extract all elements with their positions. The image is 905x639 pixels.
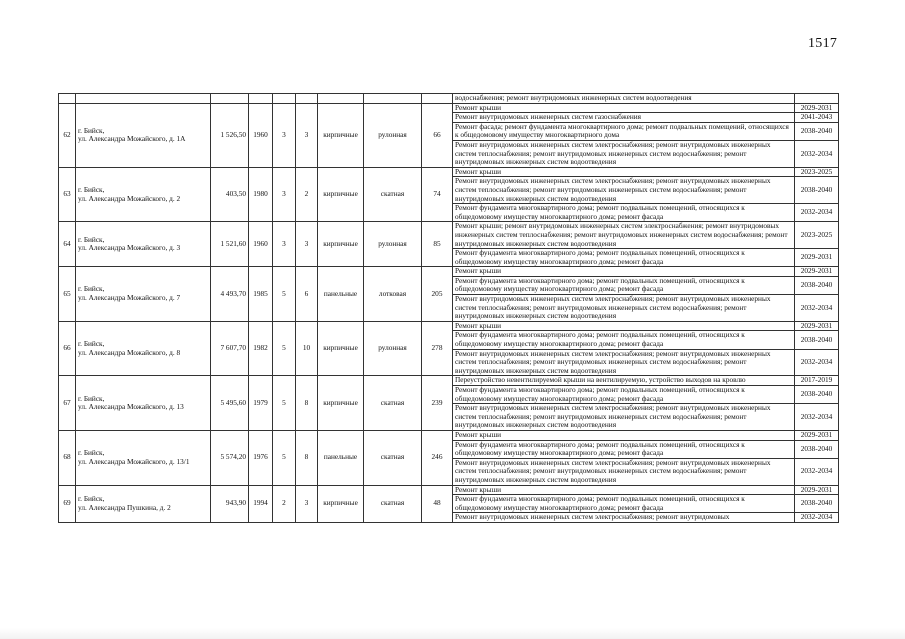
year-cell: 1982: [249, 321, 273, 376]
work-type-cell: Ремонт крыши: [453, 485, 795, 495]
work-period-cell: 2029-2031: [795, 485, 839, 495]
work-type-cell: Ремонт фундамента многоквартирного дома; ремонт подвальных помещений, относящихся к общедомовому имуществу многоквартирного дома; ремонт фасада: [453, 386, 795, 404]
work-period-cell: 2029-2031: [795, 103, 839, 113]
wall-material-cell: панельные: [318, 267, 364, 322]
count-cell: 74: [422, 167, 453, 222]
scan-edge: [0, 628, 905, 639]
wall-material-cell: кирпичные: [318, 485, 364, 522]
roof-type-cell: лотковая: [364, 267, 422, 322]
address-cell: [76, 222, 211, 267]
address-city: г. Бийск,: [78, 448, 105, 458]
address-city: г. Бийск,: [78, 339, 105, 349]
row-number-cell: 62: [59, 103, 76, 167]
address-street: ул. Александра Можайского, д. 2: [78, 193, 181, 203]
address-city: г. Бийск,: [78, 184, 105, 194]
wall-material-cell: кирпичные: [318, 321, 364, 376]
year-cell: 1979: [249, 376, 273, 431]
work-period-cell: 2029-2031: [795, 249, 839, 267]
address-cell: [76, 485, 211, 522]
work-period-cell: 2032-2034: [795, 458, 839, 485]
address-cell: [76, 267, 211, 322]
address-street: ул. Александра Можайского, д. 8: [78, 347, 181, 357]
row-number-cell: 68: [59, 430, 76, 485]
address-cell: [76, 167, 211, 222]
address-cell: [76, 430, 211, 485]
roof-type-cell: рулонная: [364, 103, 422, 167]
year-cell: 1976: [249, 430, 273, 485]
page-number: 1517: [808, 36, 838, 51]
year-cell: 1960: [249, 222, 273, 267]
count-cell: 48: [422, 485, 453, 522]
address-street: ул. Александра Пушкина, д. 2: [78, 502, 171, 512]
work-period-cell: 2038-2040: [795, 386, 839, 404]
work-period-cell: 2032-2034: [795, 513, 839, 523]
year-cell: 1980: [249, 167, 273, 222]
work-type-cell: Ремонт крыши: [453, 167, 795, 177]
entrances-cell: 3: [296, 103, 318, 167]
work-period-cell: 2032-2034: [795, 140, 839, 167]
work-period-cell: 2032-2034: [795, 404, 839, 431]
work-type-cell: Ремонт внутридомовых инженерных систем электроснабжения; ремонт внутридомовых инженерных систем теплоснабжения; ремонт внутридомовых инженерных систем водоснабжения; ремонт внутридомовых инженерных систем водоотведения: [453, 140, 795, 167]
roof-type-cell: скатная: [364, 485, 422, 522]
wall-material-cell: кирпичные: [318, 103, 364, 167]
wall-material-cell: кирпичные: [318, 167, 364, 222]
row-number-cell: 67: [59, 376, 76, 431]
entrances-cell: 8: [296, 430, 318, 485]
count-cell: 239: [422, 376, 453, 431]
entrances-cell: 10: [296, 321, 318, 376]
roof-type-cell: скатная: [364, 430, 422, 485]
year-cell: 1994: [249, 485, 273, 522]
floors-cell: 3: [273, 103, 296, 167]
table-row: [59, 430, 839, 440]
work-type-cell: Ремонт внутридомовых инженерных систем электроснабжения; ремонт внутридомовых: [453, 513, 795, 523]
count-cell: 85: [422, 222, 453, 267]
row-number-cell: 69: [59, 485, 76, 522]
work-type-cell: Ремонт внутридомовых инженерных систем электроснабжения; ремонт внутридомовых инженерных систем теплоснабжения; ремонт внутридомовых инженерных систем водоснабжения; ремонт внутридомовых инженерных систем водоотведения: [453, 177, 795, 204]
work-type-cell: Ремонт внутридомовых инженерных систем электроснабжения; ремонт внутридомовых инженерных систем теплоснабжения; ремонт внутридомовых инженерных систем водоснабжения; ремонт внутридомовых инженерных систем водоотведения: [453, 295, 795, 322]
floors-cell: 5: [273, 267, 296, 322]
wall-material-cell: панельные: [318, 430, 364, 485]
roof-type-cell: скатная: [364, 167, 422, 222]
work-type-cell: Ремонт крыши: [453, 103, 795, 113]
floors-cell: 2: [273, 485, 296, 522]
table-row: [59, 485, 839, 495]
entrances-cell: 3: [296, 222, 318, 267]
area-cell: 5 495,60: [211, 376, 249, 431]
work-period-cell: 2032-2034: [795, 295, 839, 322]
work-type-cell: Ремонт внутридомовых инженерных систем электроснабжения; ремонт внутридомовых инженерных систем теплоснабжения; ремонт внутридомовых инженерных систем водоснабжения; ремонт внутридомовых инженерных систем водоотведения: [453, 458, 795, 485]
work-type-cell: Ремонт фундамента многоквартирного дома; ремонт подвальных помещений, относящихся к общедомовому имуществу многоквартирного дома; ремонт фасада: [453, 331, 795, 349]
row-number-cell: 64: [59, 222, 76, 267]
work-type-cell: Ремонт фундамента многоквартирного дома; ремонт подвальных помещений, относящихся к общедомовому имуществу многоквартирного дома; ремонт фасада: [453, 495, 795, 513]
table-row: [59, 222, 839, 249]
work-period-cell: 2029-2031: [795, 430, 839, 440]
address-city: г. Бийск,: [78, 494, 105, 504]
work-period-cell: 2041-2043: [795, 113, 839, 123]
address-cell: [76, 321, 211, 376]
work-period-cell: 2038-2040: [795, 177, 839, 204]
count-cell: 66: [422, 103, 453, 167]
address-street: ул. Александра Можайского, д. 7: [78, 293, 181, 303]
work-type-cell: Ремонт фундамента многоквартирного дома; ремонт подвальных помещений, относящихся к общедомовому имуществу многоквартирного дома; ремонт фасада: [453, 276, 795, 294]
work-period-cell: 2032-2034: [795, 204, 839, 222]
table-row: [59, 321, 839, 331]
repair-schedule-table: [58, 93, 839, 523]
area-cell: 403,50: [211, 167, 249, 222]
address-street: ул. Александра Можайского, д. 13/1: [78, 456, 190, 466]
work-period-cell: 2038-2040: [795, 331, 839, 349]
work-type-cell: Ремонт внутридомовых инженерных систем электроснабжения; ремонт внутридомовых инженерных систем теплоснабжения; ремонт внутридомовых инженерных систем водоснабжения; ремонт внутридомовых инженерных систем водоотведения: [453, 349, 795, 376]
address-cell: [76, 103, 211, 167]
address-city: г. Бийск,: [78, 393, 105, 403]
work-period-cell: 2029-2031: [795, 267, 839, 277]
work-period-cell: 2029-2031: [795, 321, 839, 331]
address-street: ул. Александра Можайского, д. 1А: [78, 134, 186, 144]
year-cell: 1960: [249, 103, 273, 167]
table-row: [59, 103, 839, 113]
work-period-cell: 2032-2034: [795, 349, 839, 376]
entrances-cell: 3: [296, 485, 318, 522]
area-cell: 5 574,20: [211, 430, 249, 485]
work-type-cell: Ремонт крыши: [453, 267, 795, 277]
work-period-cell: 2023-2025: [795, 222, 839, 249]
address-street: ул. Александра Можайского, д. 3: [78, 243, 181, 253]
work-type-cell: Ремонт фундамента многоквартирного дома; ремонт подвальных помещений, относящихся к общедомовому имуществу многоквартирного дома; ремонт фасада: [453, 204, 795, 222]
continuation-work-cell: водоснабжения; ремонт внутридомовых инженерных систем водоотведения: [453, 94, 795, 104]
count-cell: 246: [422, 430, 453, 485]
row-number-cell: 65: [59, 267, 76, 322]
work-type-cell: Ремонт крыши; ремонт внутридомовых инженерных систем электроснабжения; ремонт внутридомовых инженерных систем теплоснабжения; ремонт внутридомовых инженерных систем водоснабжения; ремонт внутридомовых инженерных систем водоотведения: [453, 222, 795, 249]
work-type-cell: Переустройство невентилируемой крыши на вентилируемую, устройство выходов на кровлю: [453, 376, 795, 386]
address-city: г. Бийск,: [78, 125, 105, 135]
work-period-cell: 2038-2040: [795, 495, 839, 513]
count-cell: 278: [422, 321, 453, 376]
floors-cell: 3: [273, 222, 296, 267]
floors-cell: 5: [273, 321, 296, 376]
table-row: [59, 167, 839, 177]
work-type-cell: Ремонт внутридомовых инженерных систем электроснабжения; ремонт внутридомовых инженерных систем теплоснабжения; ремонт внутридомовых инженерных систем водоснабжения; ремонт внутридомовых инженерных систем водоотведения: [453, 404, 795, 431]
work-period-cell: 2038-2040: [795, 276, 839, 294]
floors-cell: 3: [273, 167, 296, 222]
roof-type-cell: рулонная: [364, 321, 422, 376]
work-type-cell: Ремонт крыши: [453, 321, 795, 331]
roof-type-cell: рулонная: [364, 222, 422, 267]
floors-cell: 5: [273, 376, 296, 431]
area-cell: 7 607,70: [211, 321, 249, 376]
work-type-cell: Ремонт фундамента многоквартирного дома; ремонт подвальных помещений, относящихся к общедомовому имуществу многоквартирного дома; ремонт фасада: [453, 440, 795, 458]
continuation-row: [59, 94, 839, 104]
work-period-cell: 2038-2040: [795, 122, 839, 140]
table-row: [59, 376, 839, 386]
area-cell: 943,90: [211, 485, 249, 522]
area-cell: 1 526,50: [211, 103, 249, 167]
work-type-cell: Ремонт фасада; ремонт фундамента многоквартирного дома; ремонт подвальных помещений, относящихся к общедомовому имуществу многоквартирного дома: [453, 122, 795, 140]
wall-material-cell: кирпичные: [318, 222, 364, 267]
address-cell: [76, 376, 211, 431]
entrances-cell: 2: [296, 167, 318, 222]
work-type-cell: Ремонт крыши: [453, 430, 795, 440]
count-cell: 205: [422, 267, 453, 322]
area-cell: 4 493,70: [211, 267, 249, 322]
address-street: ул. Александра Можайского, д. 13: [78, 402, 184, 412]
address-city: г. Бийск,: [78, 284, 105, 294]
entrances-cell: 8: [296, 376, 318, 431]
work-type-cell: Ремонт внутридомовых инженерных систем газоснабжения: [453, 113, 795, 123]
area-cell: 1 521,60: [211, 222, 249, 267]
work-period-cell: 2017-2019: [795, 376, 839, 386]
work-period-cell: 2023-2025: [795, 167, 839, 177]
year-cell: 1985: [249, 267, 273, 322]
wall-material-cell: кирпичные: [318, 376, 364, 431]
work-period-cell: 2038-2040: [795, 440, 839, 458]
row-number-cell: 66: [59, 321, 76, 376]
work-type-cell: Ремонт фундамента многоквартирного дома; ремонт подвальных помещений, относящихся к общедомовому имуществу многоквартирного дома; ремонт фасада: [453, 249, 795, 267]
entrances-cell: 6: [296, 267, 318, 322]
floors-cell: 5: [273, 430, 296, 485]
row-number-cell: 63: [59, 167, 76, 222]
table-row: [59, 267, 839, 277]
address-city: г. Бийск,: [78, 234, 105, 244]
roof-type-cell: скатная: [364, 376, 422, 431]
